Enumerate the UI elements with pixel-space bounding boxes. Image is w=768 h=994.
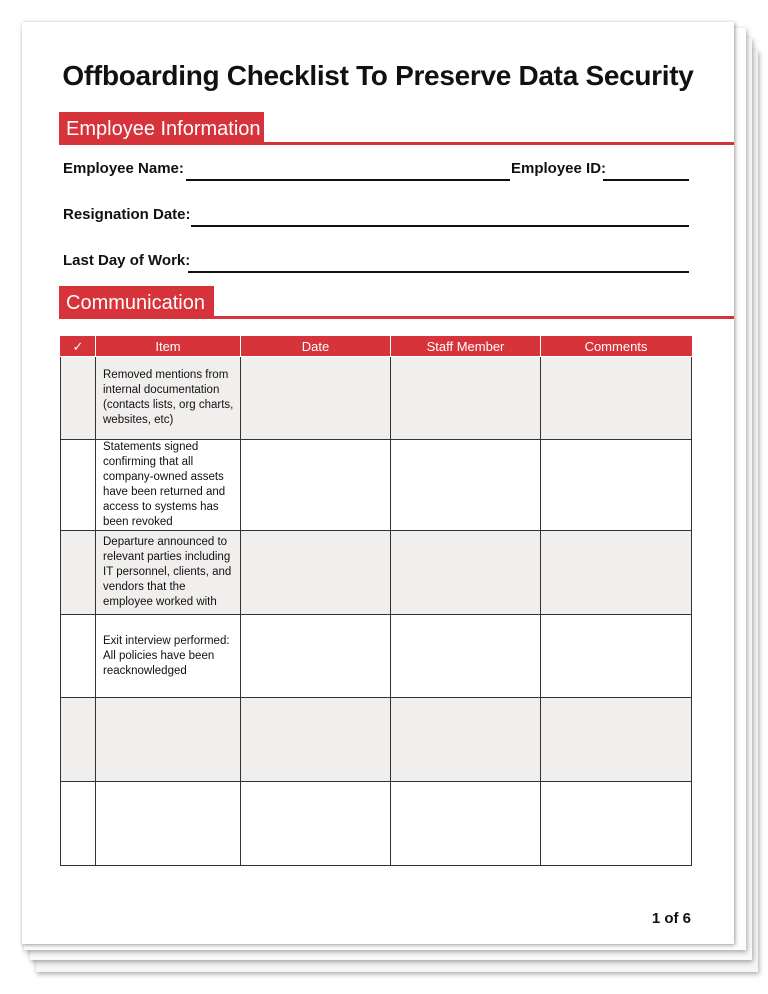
header-item: Item — [96, 337, 241, 357]
resignation-date-row — [63, 206, 693, 228]
check-cell[interactable] — [61, 440, 96, 531]
staff-cell[interactable] — [391, 440, 541, 531]
table-row — [61, 531, 692, 615]
employee-id-label: Employee ID: — [511, 160, 607, 177]
item-cell[interactable] — [96, 782, 241, 866]
item-cell: Removed mentions from internal documentation (contacts lists, org charts, websites, etc) — [96, 357, 241, 440]
comments-cell[interactable] — [541, 531, 692, 615]
date-cell[interactable] — [241, 440, 391, 531]
item-cell: Statements signed confirming that all company-owned assets have been returned and access to systems has been revoked — [96, 440, 241, 531]
header-comments: Comments — [541, 337, 692, 357]
section-employee-information — [59, 112, 734, 145]
employee-name-label: Employee Name: — [63, 160, 184, 177]
check-cell[interactable] — [61, 615, 96, 698]
item-cell: Exit interview performed: All policies have been reacknowledged — [96, 615, 241, 698]
section-title: Employee Information — [59, 112, 264, 145]
table-row — [61, 698, 692, 782]
date-cell[interactable] — [241, 615, 391, 698]
date-cell[interactable] — [241, 782, 391, 866]
staff-cell[interactable] — [391, 782, 541, 866]
checklist-table — [60, 336, 692, 866]
staff-cell[interactable] — [391, 531, 541, 615]
last-day-field[interactable] — [188, 271, 689, 273]
header-staff-member: Staff Member — [391, 337, 541, 357]
page-title: Offboarding Checklist To Preserve Data Security — [62, 60, 694, 91]
header-check: ✓ — [61, 337, 96, 357]
item-cell: Departure announced to relevant parties including IT personnel, clients, and vendors that the employee worked with — [96, 531, 241, 615]
header-date: Date — [241, 337, 391, 357]
resignation-date-label: Resignation Date: — [63, 206, 191, 223]
table-row — [61, 615, 692, 698]
comments-cell[interactable] — [541, 357, 692, 440]
date-cell[interactable] — [241, 357, 391, 440]
table-row — [61, 440, 692, 531]
employee-name-field[interactable] — [186, 179, 510, 181]
item-cell[interactable] — [96, 698, 241, 782]
resignation-date-field[interactable] — [191, 225, 689, 227]
section-title: Communication — [59, 286, 214, 319]
date-cell[interactable] — [241, 698, 391, 782]
table-row — [61, 782, 692, 866]
last-day-row — [63, 252, 693, 274]
comments-cell[interactable] — [541, 440, 692, 531]
page-number: 1 of 6 — [651, 910, 691, 927]
employee-name-row — [63, 160, 693, 182]
table-header-row — [61, 337, 692, 357]
table-row — [61, 357, 692, 440]
comments-cell[interactable] — [541, 698, 692, 782]
staff-cell[interactable] — [391, 615, 541, 698]
check-cell[interactable] — [61, 531, 96, 615]
comments-cell[interactable] — [541, 615, 692, 698]
staff-cell[interactable] — [391, 698, 541, 782]
comments-cell[interactable] — [541, 782, 692, 866]
date-cell[interactable] — [241, 531, 391, 615]
last-day-label: Last Day of Work: — [63, 252, 191, 269]
employee-id-field[interactable] — [603, 179, 689, 181]
check-cell[interactable] — [61, 698, 96, 782]
document-page — [22, 22, 734, 944]
section-communication — [59, 286, 734, 319]
check-cell[interactable] — [61, 782, 96, 866]
check-cell[interactable] — [61, 357, 96, 440]
staff-cell[interactable] — [391, 357, 541, 440]
